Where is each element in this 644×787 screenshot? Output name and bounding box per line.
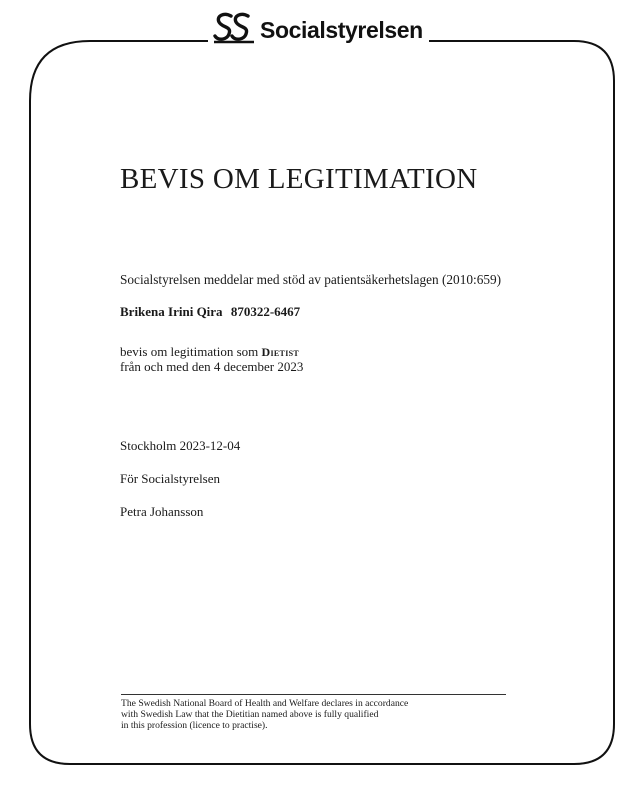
logo-wordmark: Socialstyrelsen bbox=[260, 16, 423, 43]
footer-line: The Swedish National Board of Health and Welfare declares in accordance bbox=[121, 698, 409, 709]
footer-line: with Swedish Law that the Dietitian named above is fully qualified bbox=[121, 709, 379, 720]
certificate-line bbox=[120, 344, 299, 360]
holder-personal-number: 870322-6467 bbox=[230, 304, 301, 319]
footer-line: in this profession (licence to practise). bbox=[121, 720, 268, 731]
socialstyrelsen-emblem-icon bbox=[212, 11, 256, 45]
place-and-date: Stockholm 2023-12-04 bbox=[120, 438, 241, 453]
profession-label: Dietist bbox=[261, 345, 299, 359]
footer-divider bbox=[121, 694, 506, 695]
socialstyrelsen-logo bbox=[208, 9, 429, 47]
english-translation-note bbox=[121, 698, 541, 731]
intro-statement: Socialstyrelsen meddelar med stöd av patientsäkerhetslagen (2010:659) bbox=[120, 272, 502, 287]
on-behalf-of: För Socialstyrelsen bbox=[120, 471, 221, 486]
holder-name: Brikena Irini Qira bbox=[120, 304, 223, 319]
signatory-name: Petra Johansson bbox=[120, 504, 204, 519]
valid-from-date: från och med den 4 december 2023 bbox=[120, 359, 304, 374]
certificate-prefix: bevis om legitimation som bbox=[120, 344, 259, 359]
holder-line bbox=[120, 304, 300, 319]
certificate-title: BEVIS OM LEGITIMATION bbox=[120, 163, 478, 195]
